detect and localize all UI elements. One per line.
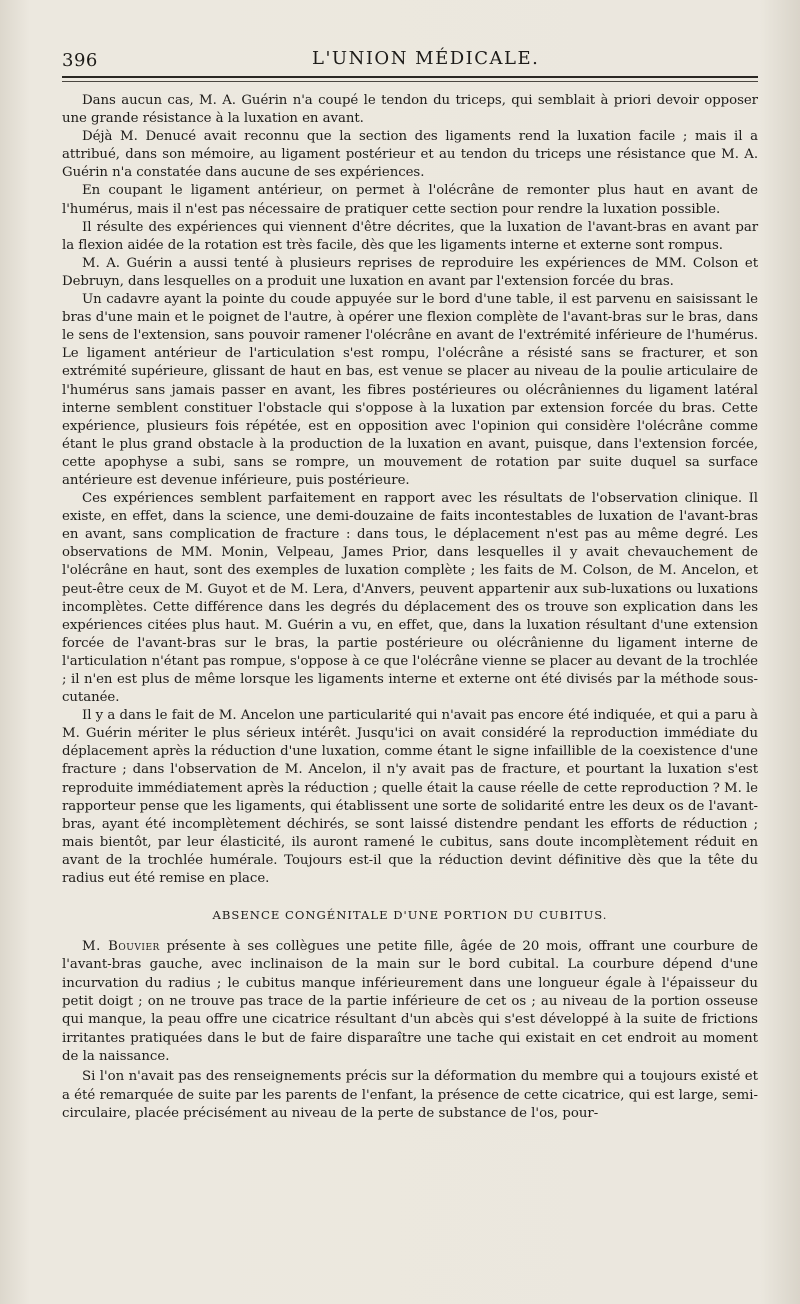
running-title: L'UNION MÉDICALE. bbox=[312, 48, 540, 69]
section-body bbox=[62, 938, 758, 1123]
paragraph: En coupant le ligament antérieur, on permet à l'olécrâne de remonter plus haut en avant de l'humérus, mais il n'est pas nécessaire de pratiquer cette section pour rendre la luxation possible. bbox=[62, 183, 758, 217]
paragraph bbox=[62, 938, 758, 1066]
paragraph: Il résulte des expériences qui viennent d'être décrites, que la luxation de l'avant-bras en avant par la flexion aidée de la rotation est très facile, dès que les ligaments interne et externe sont rompus. bbox=[62, 219, 758, 253]
header-rule-thin bbox=[62, 81, 758, 82]
paragraph: Déjà M. Denucé avait reconnu que la section des ligaments rend la luxation facile ; mais il a attribué, dans son mémoire, au ligament postérieur et au tendon du triceps une résistance que M. A. Guérin n'a constatée dans aucune de ses expériences. bbox=[62, 129, 758, 181]
paragraph: Il y a dans le fait de M. Ancelon une particularité qui n'avait pas encore été indiquée, et qui a paru à M. Guérin mériter le plus sérieux intérêt. Jusqu'ici on avait considéré la reproduction immédiate du déplacement après la réduction d'une luxation, comme étant le signe infaillible de la coexistence d'une fracture ; dans l'observation de M. Ancelon, il n'y avait pas de fracture, et pourtant la luxation s'est reproduite immédiatement après la réduction ; quelle était la cause réelle de cette reproduction ? M. le rapporteur pense que les ligaments, qui établissent une sorte de solidarité entre les deux os de l'avant-bras, ayant été incomplètement déchirés, se sont laissé distendre pendant les efforts de réduction ; mais bientôt, par leur élasticité, ils auront ramené le cubitus, sans doute incomplètement réduit en avant de la trochlée humérale. Toujours est-il que la réduction devint définitive dès que la tête du radius eut été remise en place. bbox=[62, 708, 758, 887]
section-title: ABSENCE CONGÉNITALE D'UNE PORTION DU CUBITUS. bbox=[212, 908, 608, 923]
article-body bbox=[62, 92, 758, 888]
header-rule bbox=[62, 76, 758, 78]
paragraph-text: présente à ses collègues une petite fille, âgée de 20 mois, offrant une courbure de l'avant-bras gauche, avec inclinaison de la main sur le bord cubital. La courbure dépend d'une incurvation du radius ; le cubitus manque inférieurement dans une longueur égale à l'épaisseur du petit doigt ; on ne trouve pas trace de la partie inférieure de cet os ; au niveau de la portion osseuse qui manque, la peau offre une cicatrice résultant d'un abcès qui s'est développé à la suite de frictions irritantes pratiquées dans le but de faire disparaître une tache qui existait en cet endroit au moment de la naissance. bbox=[62, 939, 758, 1064]
speaker-name: M. Bouvier bbox=[82, 939, 160, 955]
paragraph: Dans aucun cas, M. A. Guérin n'a coupé le tendon du triceps, qui semblait à priori devoir opposer une grande résistance à la luxation en avant. bbox=[62, 93, 758, 127]
paragraph: M. A. Guérin a aussi tenté à plusieurs reprises de reproduire les expériences de MM. Colson et Debruyn, dans lesquelles on a produit une luxation en avant par l'extension forcée du bras. bbox=[62, 255, 758, 289]
paragraph: Un cadavre ayant la pointe du coude appuyée sur le bord d'une table, il est parvenu en saisissant le bras d'une main et le poignet de l'autre, à opérer une flexion complète de l'avant-bras sur le bras, dans le sens de l'extension, sans pouvoir ramener l'olécrâne en avant de l'extrémité inférieure de l'humérus. Le ligament antérieur de l'articulation s'est rompu, l'olécrâne a résisté sans se fracturer, et son extrémité supérieure, glissant de haut en bas, est venue se placer au niveau de la poulie articulaire de l'humérus sans jamais passer en avant, les fibres postérieures ou olécrâniennes du ligament latéral interne semblent constituer l'obstacle qui s'oppose à la luxation par extension forcée du bras. Cette expérience, plusieurs fois répétée, est en opposition avec l'opinion qui considère l'olécrâne comme étant le plus grand obstacle à la production de la luxation en avant, puisque, dans l'extension forcée, cette apophyse a subi, sans se rompre, un mouvement de rotation par suite duquel sa surface antérieure est devenue inférieure, puis postérieure. bbox=[62, 292, 758, 488]
paragraph-text: Si l'on n'avait pas des renseignements précis sur la déformation du membre qui a toujours existé et a été remarquée de suite par les parents de l'enfant, la présence de cette cicatrice, qui est large, semi-circulaire, placée précisément au niveau de la perte de substance de l'os, pour- bbox=[62, 1069, 758, 1121]
page-header bbox=[62, 46, 758, 72]
paragraph bbox=[62, 1068, 758, 1123]
paragraph: Ces expériences semblent parfaitement en rapport avec les résultats de l'observation clinique. Il existe, en effet, dans la science, une demi-douzaine de faits incontestables de luxation de l'avant-bras en avant, sans complication de fracture : dans tous, le déplacement n'est pas au même degré. Les observations de MM. Monin, Velpeau, James Prior, dans lesquelles il y avait chevauchement de l'olécrâne en haut, sont des exemples de luxation complète ; les faits de M. Colson, de M. Ancelon, et peut-être ceux de M. Guyot et de M. Lera, d'Anvers, peuvent appartenir aux sub-luxations ou luxations incomplètes. Cette différence dans les degrés du déplacement des os trouve son explication dans les expériences citées plus haut. M. Guérin a vu, en effet, que, dans la luxation résultant d'une extension forcée de l'avant-bras sur le bras, la partie postérieure ou olécrânienne du ligament interne de l'articulation n'étant pas rompue, s'oppose à ce que l'olécrâne vienne se placer au devant de la trochlée ; il n'en est plus de même lorsque les ligaments interne et externe ont été divisés par la méthode sous-cutanée. bbox=[62, 491, 758, 706]
page-number: 396 bbox=[62, 50, 98, 71]
